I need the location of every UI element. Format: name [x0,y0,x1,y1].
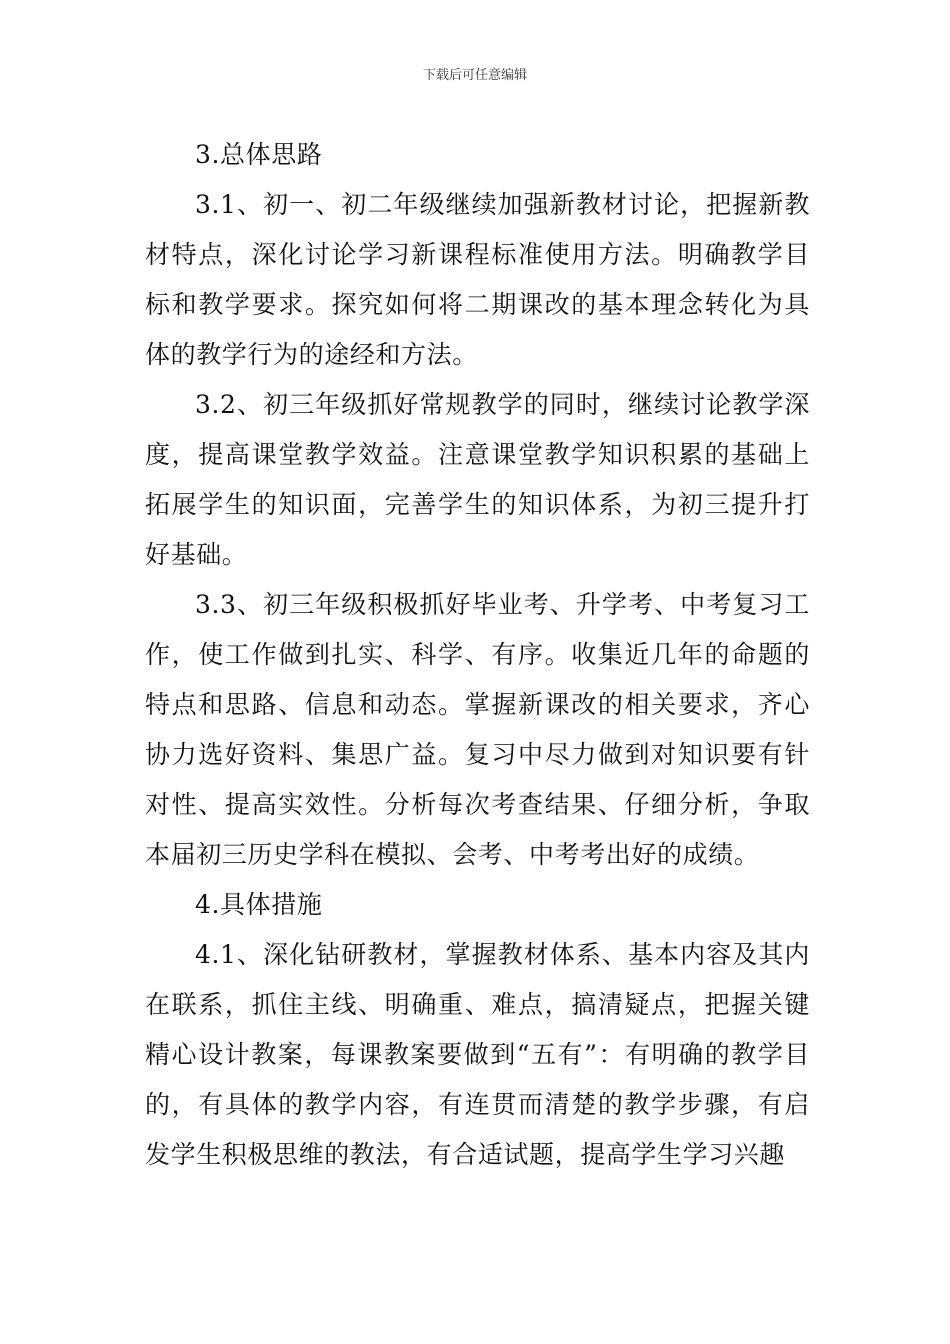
paragraph: 4.1、深化钻研教材，掌握教材体系、基本内容及其内在联系，抓住主线、明确重、难点，搞清疑点，把握关键精心设计教案，每课教案要做到“五有”：有明确的教学目的，有具体的教学内容，有连贯而清楚的教学步骤，有启发学生积极思维的教法，有合适试题，提高学生学习兴趣 [145,940,810,1169]
section-heading: 3.总体思路 [195,140,323,169]
section-heading: 4.具体措施 [195,890,323,919]
page-header-note: 下载后可任意编辑 [422,68,527,83]
document-body [145,130,810,1180]
paragraph: 3.2、初三年级抓好常规教学的同时，继续讨论教学深度，提高课堂教学效益。注意课堂教学知识积累的基础上拓展学生的知识面，完善学生的知识体系，为初三提升打好基础。 [145,390,810,569]
paragraph: 3.3、初三年级积极抓好毕业考、升学考、中考复习工作，使工作做到扎实、科学、有序。收集近几年的命题的特点和思路、信息和动态。掌握新课改的相关要求，齐心协力选好资料、集思广益。复习中尽力做到对知识要有针对性、提高实效性。分析每次考查结果、仔细分析，争取本届初三历史学科在模拟、会考、中考考出好的成绩。 [145,590,810,869]
paragraph: 3.1、初一、初二年级继续加强新教材讨论，把握新教材特点，深化讨论学习新课程标准使用方法。明确教学目标和教学要求。探究如何将二期课改的基本理念转化为具体的教学行为的途经和方法。 [145,190,810,369]
